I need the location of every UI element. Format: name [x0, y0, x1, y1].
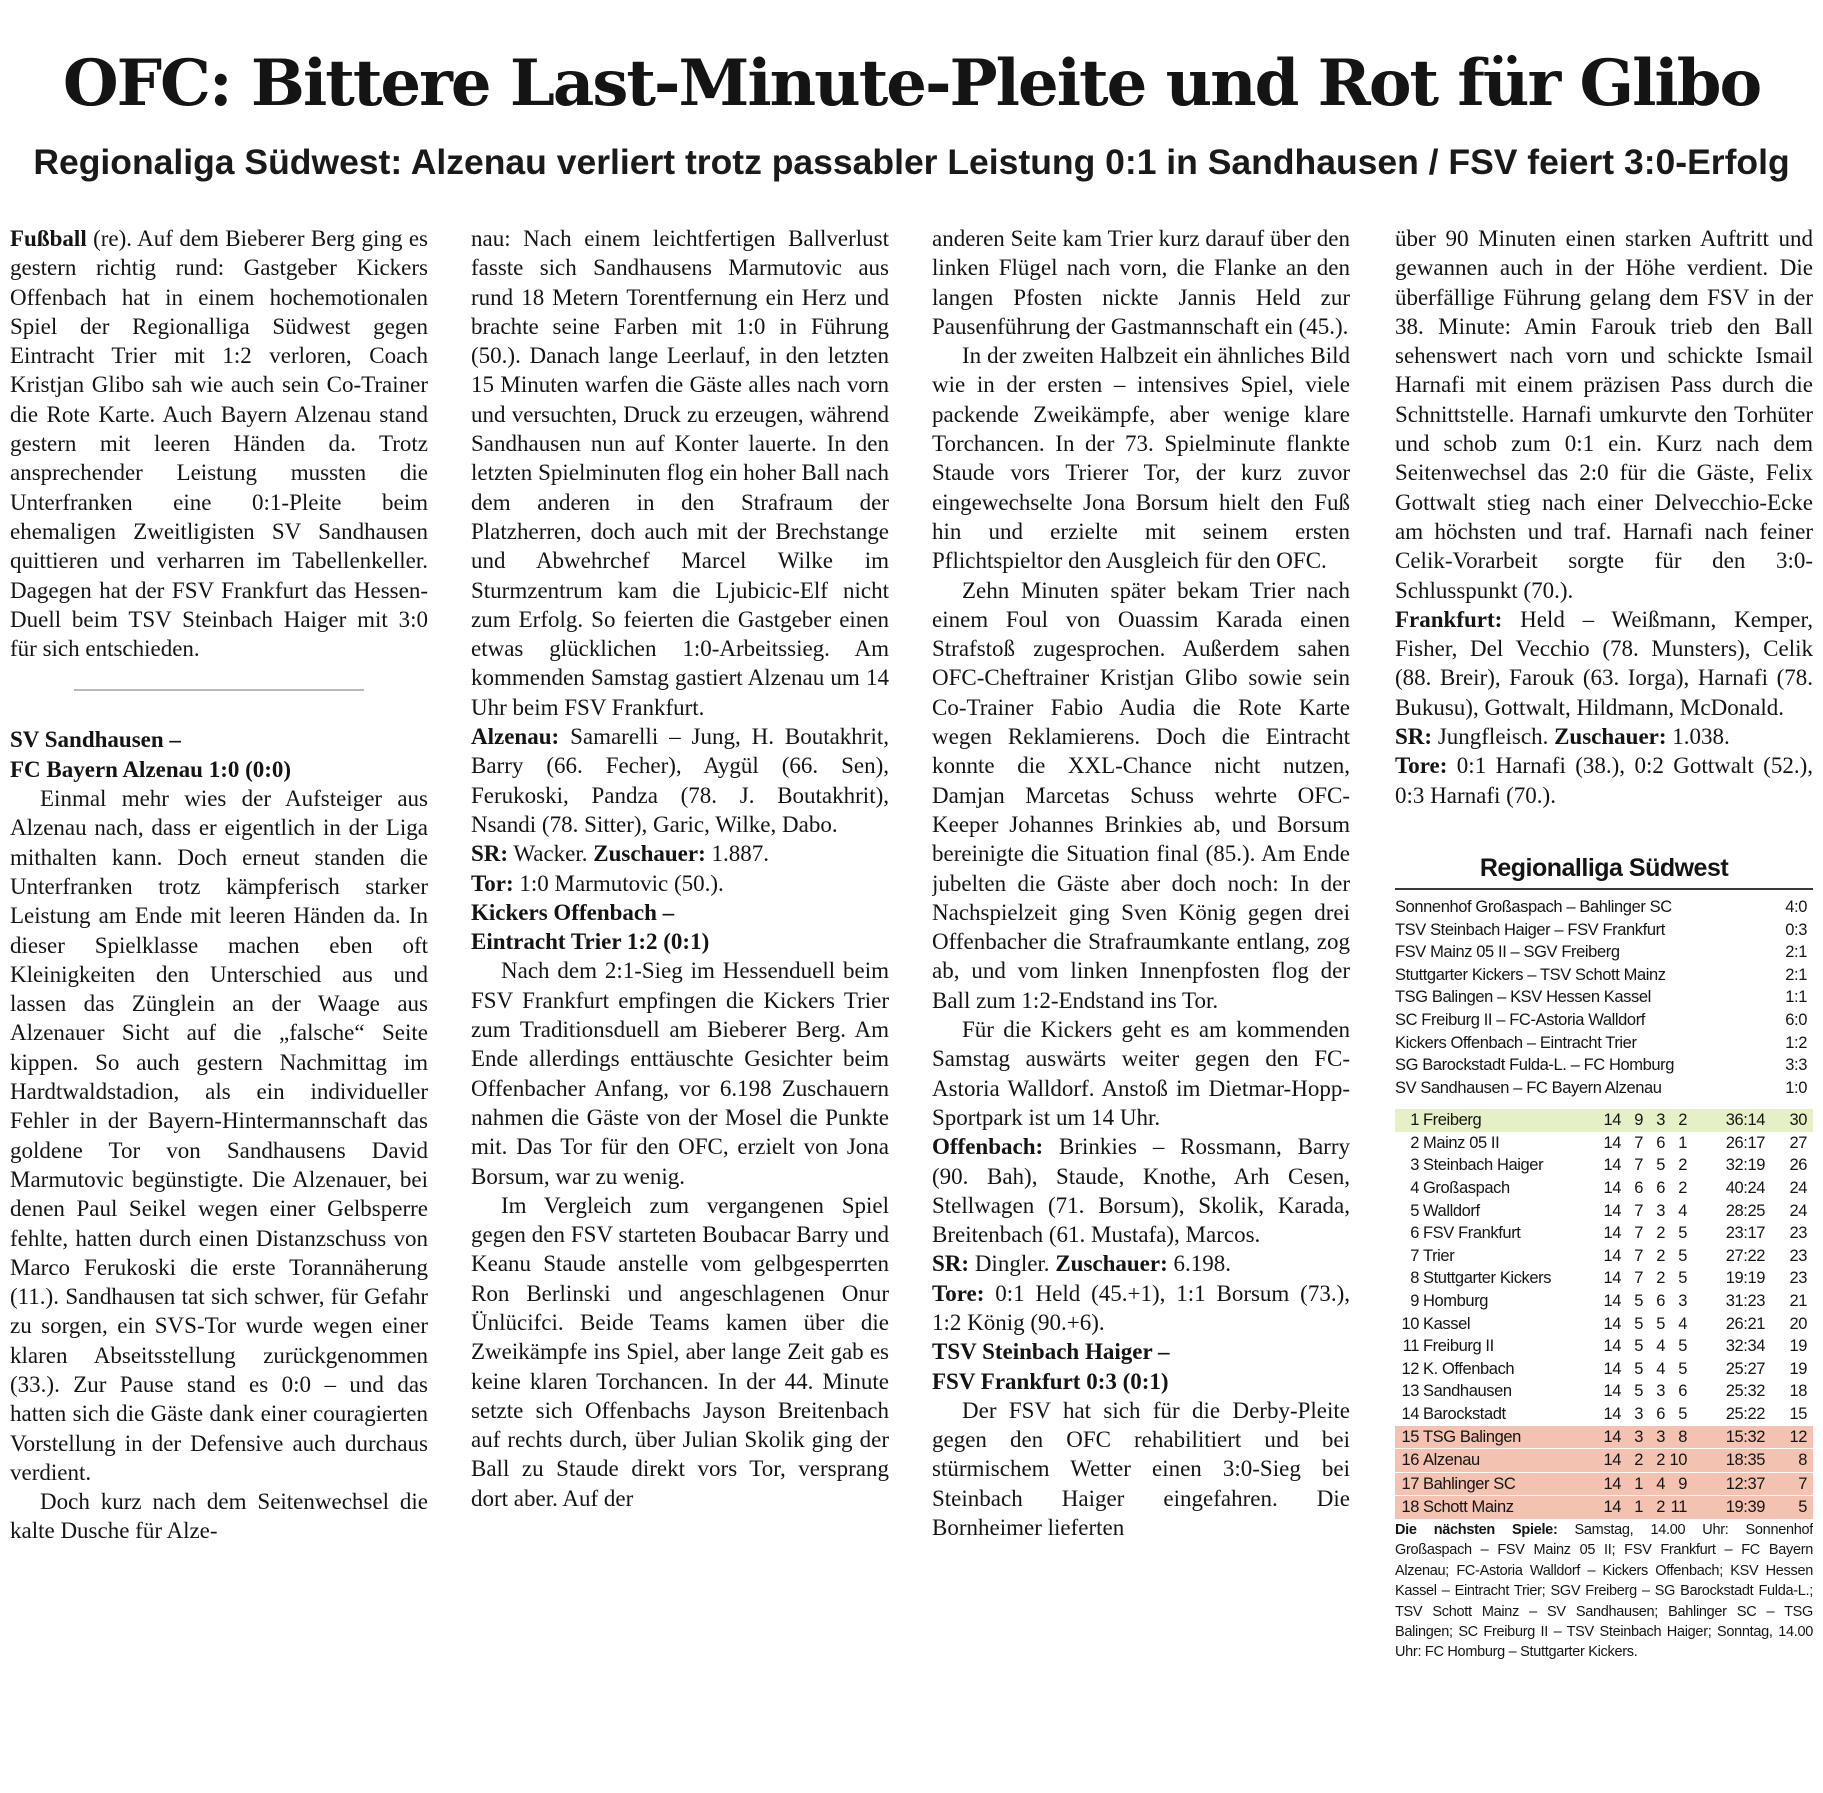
- section-divider: [74, 689, 364, 691]
- standing-points: 21: [1789, 1292, 1807, 1311]
- standing-wins: 1: [1634, 1474, 1643, 1493]
- crowd-label: Zuschauer:: [1055, 1251, 1168, 1277]
- body-paragraph: Doch kurz nach dem Seitenwechsel die kalte Dusche für Alze-: [10, 1489, 428, 1544]
- result-match: TSG Balingen – KSV Hessen Kassel: [1395, 988, 1651, 1007]
- article-columns: [10, 224, 1813, 1784]
- headline: OFC: Bittere Last-Minute-Pleite und Rot für Glibo: [62, 46, 1761, 121]
- result-score: 1:1: [1785, 988, 1807, 1007]
- referee-label: SR:: [932, 1251, 970, 1277]
- lineup-text: Brinkies – Rossmann, Barry (90. Bah), Staude, Knothe, Arh Cesen, Stellwagen (71. Borsum), Skolik, Karada, Breitenbach (61. Mustafa), Marcos.: [932, 1134, 1350, 1248]
- standing-wins: 5: [1634, 1359, 1643, 1378]
- standings-row: [1395, 1449, 1813, 1473]
- crowd-label: Zuschauer:: [1554, 724, 1667, 750]
- lineup-alzenau: [471, 722, 889, 839]
- standings-row: [1395, 1200, 1813, 1223]
- standing-team: Kassel: [1423, 1314, 1471, 1333]
- standings-table: [1395, 1109, 1813, 1520]
- column-2: [471, 224, 889, 1784]
- standings-row: [1395, 1132, 1813, 1155]
- results-list: [1395, 896, 1813, 1099]
- standing-rank: 1: [1410, 1111, 1419, 1130]
- result-match: TSV Steinbach Haiger – FSV Frankfurt: [1395, 920, 1665, 939]
- standing-rank: 5: [1410, 1201, 1419, 1220]
- standing-points: 15: [1789, 1405, 1807, 1423]
- standing-games: 14: [1603, 1427, 1621, 1446]
- crowd-value: 6.198.: [1167, 1251, 1232, 1277]
- standing-losses: 3: [1678, 1292, 1687, 1311]
- standing-losses: 2: [1678, 1156, 1687, 1175]
- standing-team: Sandhausen: [1423, 1382, 1512, 1401]
- standings-row: [1395, 1313, 1813, 1336]
- standing-goals: 18:35: [1725, 1451, 1765, 1470]
- standing-points: 24: [1789, 1179, 1807, 1198]
- standing-draws: 3: [1656, 1111, 1665, 1130]
- standings-row: [1395, 1496, 1813, 1520]
- standing-points: 30: [1789, 1111, 1807, 1130]
- standing-wins: 1: [1634, 1498, 1643, 1517]
- standing-points: 23: [1789, 1224, 1807, 1243]
- referee-line: [471, 839, 889, 868]
- standing-draws: 2: [1656, 1246, 1665, 1265]
- goals-text: 1:0 Marmutovic (50.).: [513, 870, 724, 896]
- standing-goals: 27:22: [1725, 1246, 1765, 1265]
- standing-wins: 5: [1634, 1314, 1643, 1333]
- standing-losses: 6: [1678, 1382, 1687, 1401]
- standing-goals: 26:21: [1725, 1314, 1765, 1333]
- standing-draws: 6: [1656, 1405, 1665, 1423]
- standing-rank: 3: [1410, 1156, 1419, 1175]
- standing-points: 7: [1798, 1474, 1807, 1493]
- referee-label: SR:: [1395, 724, 1433, 750]
- standing-losses: 11: [1670, 1498, 1687, 1517]
- standings-row: [1395, 1473, 1813, 1497]
- body-paragraph: Einmal mehr wies der Aufsteiger aus Alzenau nach, dass er eigentlich in der Liga mithalten kann. Doch erneut standen die Unterfranken trotz kämpferisch starker Leistung am Ende mit leeren Händen da. In dieser Spielklasse machen eben oft Kleinigkeiten den Unterschied aus und lassen das Zünglein an der Waage aus Alzenauer Sicht auf die „falsche“ Seite kippen. So auch gestern Nachmittag im Hardtwaldstadion, als ein individueller Fehler in der Bayern-Hintermannschaft das goldene Tor von Sandhausens David Marmutovic begünstigte. Die Alzenauer, bei denen Paul Seikel wegen einer Gelbsperre fehlte, hatten durch einen Distanzschuss von Marco Ferukoski die erste Torannäherung (11.). Sandhausen tat sich schwer, für Gefahr zu sorgen, ein SVS-Tor wurde wegen einer klaren Abseitsstellung zurückgenommen (33.). Zur Pause stand es 0:0 – und das hatten sich die Gäste dank einer couragierten Vorstellung in der Defensive auch durchaus verdient.: [10, 786, 428, 1485]
- result-score: 2:1: [1785, 965, 1807, 984]
- standing-losses: 2: [1678, 1111, 1687, 1130]
- standing-goals: 32:19: [1725, 1156, 1765, 1175]
- standing-games: 14: [1603, 1179, 1621, 1198]
- standing-team: Barockstadt: [1423, 1405, 1506, 1423]
- standing-team: FSV Frankfurt: [1423, 1224, 1521, 1243]
- column-4: [1395, 224, 1813, 1784]
- standing-losses: 4: [1678, 1314, 1687, 1333]
- standing-draws: 3: [1656, 1382, 1665, 1401]
- standing-wins: 5: [1634, 1337, 1643, 1356]
- standing-team: Stuttgarter Kickers: [1423, 1269, 1552, 1288]
- standing-games: 14: [1603, 1405, 1621, 1423]
- goals-line: [1395, 751, 1813, 810]
- lineup-frankfurt: [1395, 605, 1813, 722]
- result-row: [1395, 986, 1813, 1009]
- standing-rank: 17: [1401, 1474, 1419, 1493]
- standings-row: [1395, 1267, 1813, 1290]
- standing-goals: 15:32: [1725, 1427, 1765, 1446]
- result-match: Stuttgarter Kickers – TSV Schott Mainz: [1395, 965, 1666, 984]
- goals-label: Tore:: [932, 1280, 985, 1306]
- standing-losses: 2: [1678, 1179, 1687, 1198]
- standings-row: [1395, 1403, 1813, 1426]
- result-match: SG Barockstadt Fulda-L. – FC Homburg: [1395, 1056, 1675, 1075]
- match-heading-1-line-1: SV Sandhausen –: [10, 727, 181, 753]
- standing-games: 14: [1603, 1246, 1621, 1265]
- standing-rank: 18: [1401, 1498, 1419, 1517]
- standing-goals: 19:19: [1725, 1269, 1765, 1288]
- intro-text: (re). Auf dem Bieberer Berg ging es gestern richtig rund: Gastgeber Kickers Offenbach hat in einem hochemotionalen Spiel der Regionalliga Südwest gegen Eintracht Trier mit 1:2 verloren, Coach Kristjan Glibo sah wie auch sein Co-Trainer die Rote Karte. Auch Bayern Alzenau stand gestern mit leeren Händen da. Trotz ansprechender Leistung mussten die Unterfranken eine 0:1-Pleite beim ehemaligen Zweitligisten SV Sandhausen quittieren und verharren im Tabellenkeller. Dagegen hat der FSV Frankfurt das Hessen-Duell beim TSV Steinbach Haiger mit 3:0 für sich entschieden.: [10, 226, 428, 662]
- standing-team: Großaspach: [1423, 1179, 1510, 1198]
- standing-rank: 6: [1410, 1224, 1419, 1243]
- standing-goals: 25:22: [1725, 1405, 1765, 1423]
- referee-name: Wacker.: [508, 841, 588, 867]
- lineup-text: Samarelli – Jung, H. Boutakhrit, Barry (66. Fecher), Aygül (66. Sen), Ferukoski, Pandza (78. J. Boutakhrit), Nsandi (78. Sitter), Garic, Wilke, Dabo.: [471, 724, 889, 837]
- standing-points: 19: [1789, 1359, 1807, 1378]
- standing-team: Alzenau: [1423, 1451, 1480, 1470]
- standing-wins: 5: [1634, 1292, 1643, 1311]
- standing-losses: 4: [1678, 1201, 1687, 1220]
- standing-draws: 5: [1656, 1314, 1665, 1333]
- standing-rank: 11: [1402, 1337, 1419, 1356]
- standing-draws: 4: [1656, 1337, 1665, 1356]
- lineup-label: Frankfurt:: [1395, 606, 1503, 632]
- league-table-box: [1395, 852, 1813, 1663]
- standing-rank: 8: [1410, 1269, 1419, 1288]
- standing-draws: 3: [1656, 1201, 1665, 1220]
- standing-wins: 7: [1634, 1133, 1643, 1152]
- result-score: 1:0: [1785, 1078, 1807, 1097]
- referee-name: Jungfleisch.: [1432, 724, 1549, 750]
- standing-rank: 12: [1401, 1359, 1419, 1378]
- standing-points: 12: [1789, 1427, 1807, 1446]
- standing-games: 14: [1603, 1269, 1621, 1288]
- result-score: 6:0: [1785, 1010, 1807, 1029]
- referee-line: [932, 1249, 1350, 1278]
- crowd-label: Zuschauer:: [593, 841, 706, 867]
- standing-draws: 2: [1656, 1498, 1665, 1517]
- body-paragraph: Für die Kickers geht es am kommenden Samstag auswärts weiter gegen den FC-Astoria Walldorf. Anstoß im Dietmar-Hopp-Sportpark ist um 14 Uhr.: [932, 1017, 1350, 1130]
- standing-rank: 13: [1401, 1382, 1419, 1401]
- standing-wins: 7: [1634, 1156, 1643, 1175]
- standing-losses: 5: [1678, 1359, 1687, 1378]
- result-row: [1395, 964, 1813, 987]
- standing-wins: 3: [1634, 1427, 1643, 1446]
- standing-rank: 7: [1410, 1246, 1419, 1265]
- standing-points: 26: [1789, 1156, 1807, 1175]
- standing-draws: 2: [1656, 1451, 1665, 1470]
- result-row: [1395, 1054, 1813, 1077]
- standings-row: [1395, 1290, 1813, 1313]
- next-games: [1395, 1520, 1813, 1663]
- standing-games: 14: [1603, 1474, 1621, 1493]
- standing-draws: 4: [1656, 1474, 1665, 1493]
- standing-draws: 2: [1656, 1224, 1665, 1243]
- next-games-label: Die nächsten Spiele:: [1395, 1521, 1558, 1538]
- title-divider: [1395, 888, 1813, 890]
- standing-goals: 40:24: [1725, 1179, 1765, 1198]
- standing-points: 27: [1789, 1133, 1807, 1152]
- standing-team: Homburg: [1423, 1292, 1489, 1311]
- body-paragraph: Der FSV hat sich für die Derby-Pleite gegen den OFC rehabilitiert und bei stürmischem Wetter einen 3:0-Sieg bei Steinbach Haiger eingefahren. Die Bornheimer lieferten: [932, 1397, 1350, 1541]
- standing-losses: 5: [1678, 1224, 1687, 1243]
- standing-games: 14: [1603, 1111, 1621, 1130]
- result-row: [1395, 919, 1813, 942]
- standing-team: Mainz 05 II: [1423, 1133, 1500, 1152]
- standing-goals: 12:37: [1725, 1474, 1765, 1493]
- standing-team: TSG Balingen: [1423, 1427, 1521, 1446]
- standing-losses: 5: [1678, 1405, 1687, 1423]
- result-score: 4:0: [1785, 897, 1807, 916]
- league-table-title: Regionalliga Südwest: [1479, 853, 1729, 882]
- goals-label: Tore:: [1395, 753, 1448, 779]
- result-match: SV Sandhausen – FC Bayern Alzenau: [1395, 1078, 1662, 1097]
- standing-losses: 8: [1678, 1427, 1687, 1446]
- body-paragraph: nau: Nach einem leichtfertigen Ballverlust fasste sich Sandhausens Marmutovic aus rund 18 Metern Torentfernung ein Herz und brachte seine Farben mit 1:0 in Führung (50.). Danach lange Leerlauf, in den letzten 15 Minuten warfen die Gäste alles nach vorn und versuchten, Druck zu erzeugen, während Sandhausen nun auf Konter lauerte. In den letzten Spielminuten flog ein hoher Ball nach dem anderen in den Strafraum der Platzherren, doch auch mit der Brechstange und Abwehrchef Marcel Wilke im Sturmzentrum kam die Ljubicic-Elf nicht zum Erfolg. So feierten die Gastgeber einen etwas glücklichen 1:0-Arbeitssieg. Am kommenden Samstag gastiert Alzenau um 14 Uhr beim FSV Frankfurt.: [471, 226, 889, 720]
- standing-rank: 16: [1401, 1451, 1419, 1470]
- body-paragraph: In der zweiten Halbzeit ein ähnliches Bild wie in der ersten – intensives Spiel, viele packende Zweikämpfe, aber wenige klare Torchancen. In der 73. Spielminute flankte Staude vors Trierer Tor, der kurz zuvor eingewechselte Jona Borsum hielt den Fuß hin und erzielte mit seinem ersten Pflichtspieltor den Ausgleich für den OFC.: [932, 343, 1350, 574]
- standing-draws: 5: [1656, 1156, 1665, 1175]
- standing-games: 14: [1603, 1133, 1621, 1152]
- standing-wins: 2: [1634, 1451, 1643, 1470]
- dateline: Fußball: [10, 226, 87, 251]
- standing-team: Walldorf: [1423, 1201, 1480, 1220]
- next-games-text: Samstag, 14.00 Uhr: Sonnenhof Großaspach – FSV Mainz 05 II; FSV Frankfurt – FC Bayern Alzenau; FC-Astoria Walldorf – Kickers Offenbach; KSV Hessen Kassel – Eintracht Trier; SGV Freiberg – SG Barockstadt Fulda-L.; TSV Schott Mainz – SV Sandhausen; Bahlinger SC – TSG Balingen; SC Freiburg II – TSV Steinbach Haiger; Sonntag, 14.00 Uhr: FC Homburg – Stuttgarter Kickers.: [1395, 1521, 1813, 1661]
- standings-row: [1395, 1358, 1813, 1381]
- standing-points: 19: [1789, 1337, 1807, 1356]
- standing-losses: 1: [1678, 1133, 1687, 1152]
- standing-wins: 7: [1634, 1269, 1643, 1288]
- goals-text: 0:1 Held (45.+1), 1:1 Borsum (73.), 1:2 König (90.+6).: [932, 1280, 1350, 1335]
- standing-wins: 5: [1634, 1382, 1643, 1401]
- standing-games: 14: [1603, 1156, 1621, 1175]
- standings-row: [1395, 1109, 1813, 1132]
- subline: Regionaliga Südwest: Alzenau verliert trotz passabler Leistung 0:1 in Sandhausen / FSV feiert 3:0-Erfolg: [33, 142, 1790, 182]
- standings-row: [1395, 1335, 1813, 1358]
- standing-goals: 25:32: [1725, 1382, 1765, 1401]
- standing-points: 20: [1789, 1314, 1807, 1333]
- standings-row: [1395, 1426, 1813, 1450]
- standing-rank: 10: [1401, 1314, 1419, 1333]
- match-heading-1-line-2: FC Bayern Alzenau 1:0 (0:0): [10, 756, 292, 782]
- standing-wins: 7: [1634, 1224, 1643, 1243]
- standing-losses: 5: [1678, 1269, 1687, 1288]
- standing-points: 8: [1798, 1451, 1807, 1470]
- standing-goals: 28:25: [1725, 1201, 1765, 1220]
- standing-points: 23: [1789, 1269, 1807, 1288]
- referee-line: [1395, 722, 1813, 751]
- standing-games: 14: [1603, 1451, 1621, 1470]
- standing-losses: 5: [1678, 1337, 1687, 1356]
- lineup-text: Held – Weißmann, Kemper, Fisher, Del Vecchio (78. Munsters), Celik (88. Breir), Farouk (63. Iorga), Harnafi (78. Bukusu), Gottwalt, Hildmann, McDonald.: [1395, 606, 1813, 720]
- standing-wins: 6: [1634, 1179, 1643, 1198]
- crowd-value: 1.887.: [705, 841, 769, 867]
- lineup-offenbach: [932, 1132, 1350, 1249]
- body-paragraph: über 90 Minuten einen starken Auftritt und gewannen auch in der Höhe verdient. Die überfällige Führung gelang dem FSV in der 38. Minute: Amin Farouk trieb den Ball sehenswert nach vorn und schickte Ismail Harnafi mit einem präzisen Pass durch die Schnittstelle. Harnafi umkurvte den Torhüter und schob zum 0:1 ein. Kurz nach dem Seitenwechsel das 2:0 für die Gäste, Felix Gottwalt stieg nach einer Delvecchio-Ecke am höchsten und traf. Harnafi nach feiner Celik-Vorarbeit sorgte für den 3:0-Schlusspunkt (70.).: [1395, 226, 1813, 603]
- standing-goals: 32:34: [1725, 1337, 1765, 1356]
- lineup-label: Alzenau:: [471, 724, 560, 750]
- standing-team: Freiburg II: [1423, 1337, 1494, 1356]
- result-row: [1395, 896, 1813, 919]
- standing-draws: 3: [1656, 1427, 1665, 1446]
- standing-games: 14: [1603, 1224, 1621, 1243]
- standing-rank: 2: [1410, 1133, 1419, 1152]
- standing-goals: 25:27: [1725, 1359, 1765, 1378]
- body-paragraph: Zehn Minuten später bekam Trier nach einem Foul von Ouassim Karada einen Strafstoß zugesprochen. Außerdem sahen OFC-Cheftrainer Kristjan Glibo sowie sein Co-Trainer Fabio Audia die Rote Karte wegen Reklamierens. Doch die Eintracht konnte die XXL-Chance nicht nutzen, Damjan Marcetas Schuss wehrte OFC-Keeper Johannes Brinkies ab, und Borsum bereinigte die Situation final (85.). Am Ende jubelten die Gäste aber doch noch: In der Nachspielzeit ging Sven König gegen drei Offenbacher die Strafraumkante entlang, zog ab, und vom linken Innenpfosten flog der Ball zum 1:2-Endstand ins Tor.: [932, 577, 1350, 1013]
- lineup-label: Offenbach:: [932, 1134, 1044, 1160]
- match-heading-2-line-1: Kickers Offenbach –: [471, 899, 675, 925]
- result-score: 0:3: [1785, 920, 1807, 939]
- standing-wins: 7: [1634, 1201, 1643, 1220]
- match-heading-3-line-1: TSV Steinbach Haiger –: [932, 1339, 1170, 1365]
- standing-wins: 9: [1634, 1111, 1643, 1130]
- standings-row: [1395, 1222, 1813, 1245]
- standing-goals: 31:23: [1725, 1292, 1765, 1311]
- standing-games: 14: [1603, 1314, 1621, 1333]
- intro-paragraph: [10, 224, 428, 663]
- standing-games: 14: [1603, 1337, 1621, 1356]
- crowd-value: 1.038.: [1666, 724, 1730, 750]
- standing-draws: 2: [1656, 1269, 1665, 1288]
- result-row: [1395, 1077, 1813, 1100]
- result-score: 1:2: [1785, 1033, 1807, 1052]
- standing-draws: 6: [1656, 1133, 1665, 1152]
- standing-games: 14: [1603, 1498, 1621, 1517]
- standings-row: [1395, 1380, 1813, 1403]
- standing-games: 14: [1603, 1292, 1621, 1311]
- result-score: 2:1: [1785, 943, 1807, 962]
- column-1: [10, 224, 428, 1784]
- standing-rank: 15: [1401, 1427, 1419, 1446]
- standing-rank: 4: [1410, 1179, 1419, 1198]
- standing-wins: 3: [1634, 1405, 1643, 1423]
- standing-losses: 10: [1669, 1451, 1687, 1470]
- body-paragraph: Im Vergleich zum vergangenen Spiel gegen den FSV starteten Boubacar Barry und Keanu Staude anstelle vom gelbgesperrten Ron Berlinski und angeschlagenen Onur Ünlücifci. Beide Teams kamen über die Zweikämpfe ins Spiel, aber lange Zeit gab es keine klaren Torchancen. In der 44. Minute setzte sich Offenbachs Jayson Breitenbach auf rechts durch, über Julian Skolik ging der Ball zu Staude direkt vors Tor, versprang dort aber. Auf der: [471, 1192, 889, 1511]
- result-match: Kickers Offenbach – Eintracht Trier: [1395, 1033, 1637, 1052]
- result-match: SC Freiburg II – FC-Astoria Walldorf: [1395, 1010, 1645, 1029]
- standing-rank: 9: [1410, 1292, 1419, 1311]
- column-3: [932, 224, 1350, 1784]
- standing-games: 14: [1603, 1201, 1621, 1220]
- goals-text: 0:1 Harnafi (38.), 0:2 Gottwalt (52.), 0:3 Harnafi (70.).: [1395, 753, 1813, 808]
- standing-team: Trier: [1423, 1246, 1455, 1265]
- standing-draws: 6: [1656, 1179, 1665, 1198]
- standing-points: 24: [1789, 1201, 1807, 1220]
- standing-draws: 6: [1656, 1292, 1665, 1311]
- standing-goals: 23:17: [1725, 1224, 1765, 1243]
- standing-goals: 19:39: [1725, 1498, 1765, 1517]
- result-match: FSV Mainz 05 II – SGV Freiberg: [1395, 943, 1620, 962]
- standing-team: Bahlinger SC: [1423, 1474, 1516, 1493]
- referee-name: Dingler.: [969, 1251, 1050, 1277]
- standings-row: [1395, 1154, 1813, 1177]
- standings-row: [1395, 1245, 1813, 1268]
- standing-games: 14: [1603, 1359, 1621, 1378]
- standing-losses: 5: [1678, 1246, 1687, 1265]
- standing-points: 18: [1789, 1382, 1807, 1401]
- standing-wins: 7: [1634, 1246, 1643, 1265]
- standings-row: [1395, 1177, 1813, 1200]
- match-heading-3-line-2: FSV Frankfurt 0:3 (0:1): [932, 1368, 1169, 1394]
- body-paragraph: Nach dem 2:1-Sieg im Hessenduell beim FSV Frankfurt empfingen die Kickers Trier zum Traditionsduell am Bieberer Berg. Am Ende allerdings enttäuschte Gesichter beim Offenbacher Anfang, vor 6.198 Zuschauern nahmen die Gäste von der Mosel die Punkte mit. Das Tor für den OFC, erzielt von Jona Borsum, war zu wenig.: [471, 958, 889, 1189]
- standing-draws: 4: [1656, 1359, 1665, 1378]
- standing-team: Steinbach Haiger: [1423, 1156, 1544, 1175]
- result-match: Sonnenhof Großaspach – Bahlinger SC: [1395, 897, 1672, 916]
- referee-label: SR:: [471, 841, 509, 867]
- standing-points: 23: [1789, 1246, 1807, 1265]
- result-score: 3:3: [1785, 1056, 1807, 1075]
- standing-points: 5: [1798, 1498, 1807, 1517]
- standing-rank: 14: [1401, 1405, 1419, 1423]
- goals-line: [932, 1279, 1350, 1338]
- goals-line: [471, 869, 889, 898]
- standing-team: Freiberg: [1423, 1111, 1482, 1130]
- result-row: [1395, 941, 1813, 964]
- standing-team: K. Offenbach: [1423, 1359, 1515, 1378]
- match-heading-2-line-2: Eintracht Trier 1:2 (0:1): [471, 929, 710, 955]
- standing-games: 14: [1603, 1382, 1621, 1401]
- standing-team: Schott Mainz: [1423, 1498, 1514, 1517]
- standing-losses: 9: [1678, 1474, 1687, 1493]
- goals-label: Tor:: [471, 870, 514, 896]
- result-row: [1395, 1032, 1813, 1055]
- body-paragraph: anderen Seite kam Trier kurz darauf über den linken Flügel nach vorn, die Flanke an den langen Pfosten nickte Jannis Held zur Pausenführung der Gastmannschaft ein (45.).: [932, 226, 1350, 339]
- standing-goals: 26:17: [1725, 1133, 1765, 1152]
- result-row: [1395, 1009, 1813, 1032]
- standing-goals: 36:14: [1725, 1111, 1765, 1130]
